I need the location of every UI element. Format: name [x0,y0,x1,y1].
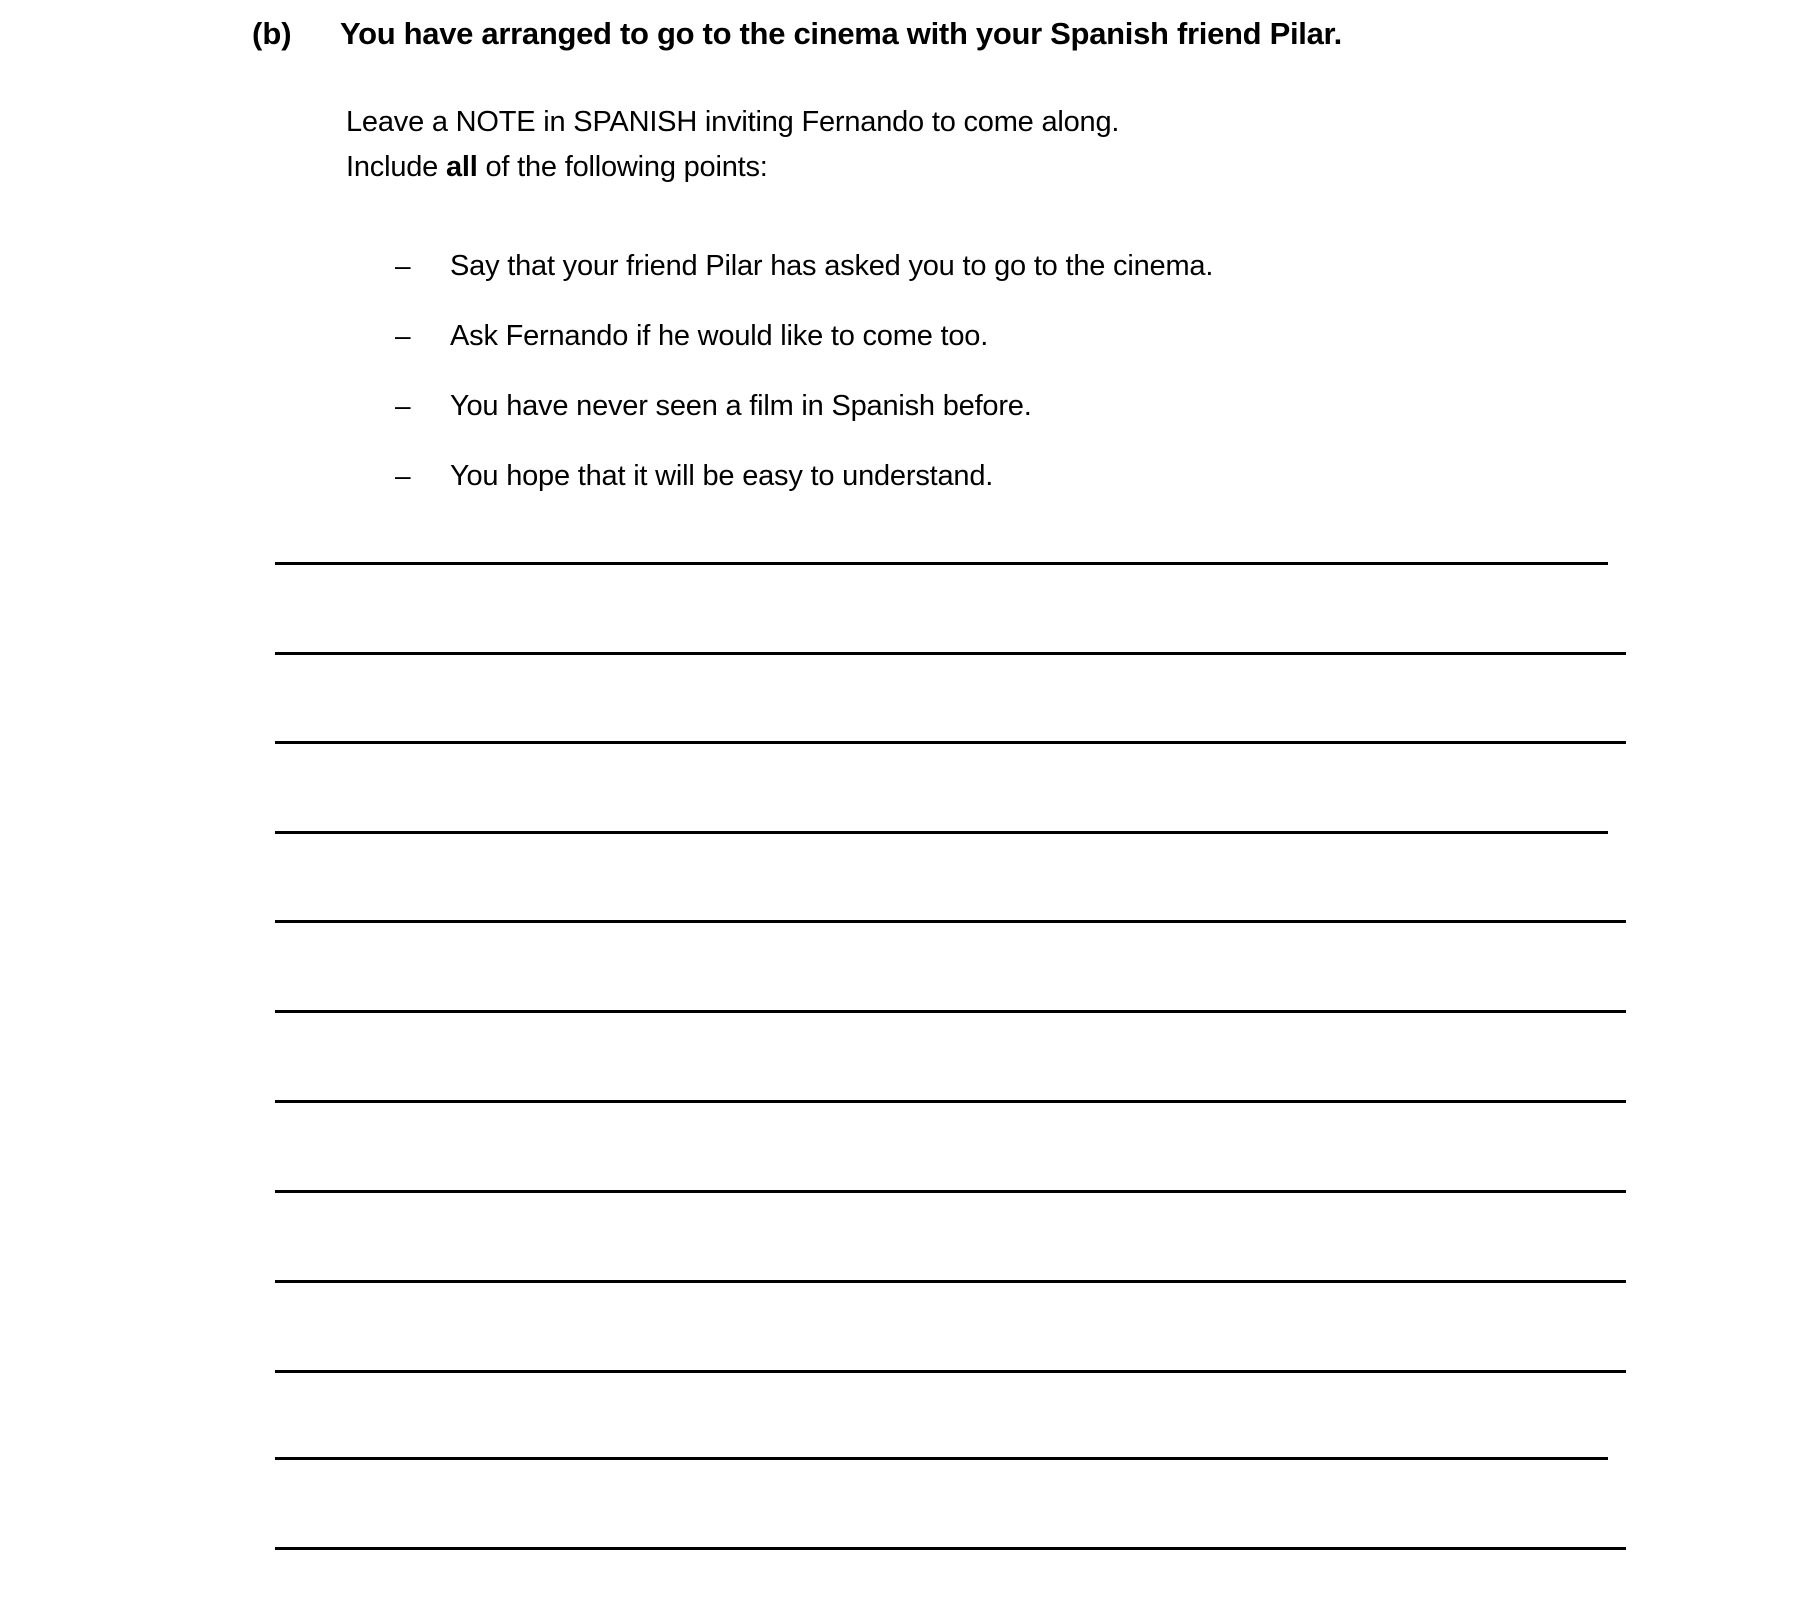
answer-line[interactable] [275,1457,1608,1460]
point-2: Ask Fernando if he would like to come too. [450,320,989,352]
instruction-text: Include [346,151,446,183]
bullet-dash: – [395,390,411,421]
answer-line[interactable] [275,1280,1626,1283]
answer-line[interactable] [275,920,1626,923]
point-1: Say that your friend Pilar has asked you to go to the cinema. [450,250,1214,282]
instruction-text: of the following points: [477,151,768,183]
answer-line[interactable] [275,741,1626,744]
answer-line[interactable] [275,1100,1626,1103]
answer-line[interactable] [275,1190,1626,1193]
answer-line[interactable] [275,1010,1626,1013]
answer-line[interactable] [275,1370,1626,1373]
question-label: (b) [252,16,292,51]
point-3: You have never seen a film in Spanish before. [450,390,1032,422]
answer-line[interactable] [275,562,1608,565]
bullet-dash: – [395,460,411,491]
instruction-line-1: Leave a NOTE in SPANISH inviting Fernando to come along. [346,106,1120,138]
question-title: You have arranged to go to the cinema with your Spanish friend Pilar. [340,16,1342,51]
bullet-dash: – [395,250,411,281]
point-4: You hope that it will be easy to understand. [450,460,994,492]
bullet-dash: – [395,320,411,351]
answer-line[interactable] [275,1547,1626,1550]
answer-line[interactable] [275,831,1608,834]
answer-line[interactable] [275,652,1626,655]
instruction-line-2 [346,151,768,184]
instruction-emphasis: all [445,151,478,183]
